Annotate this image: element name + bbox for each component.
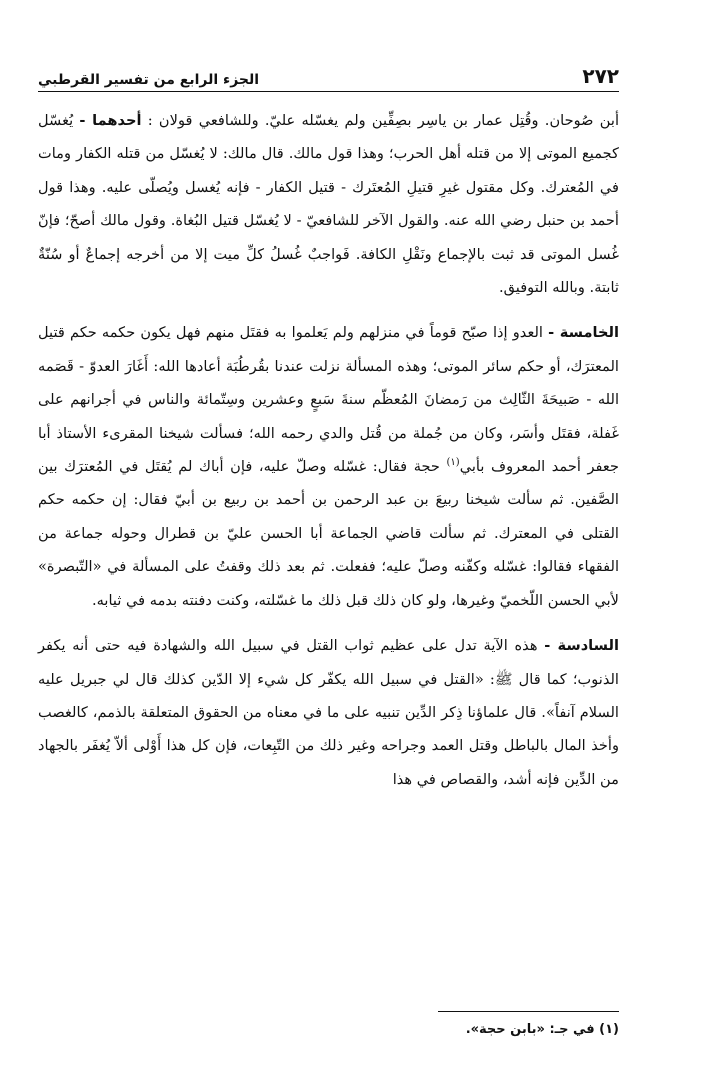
- paragraph-3-text-b: حجة فقال: غسّله وصلّ عليه، فإن أباك لم يُقتَل في المُعترَك بين الصَّفين. ثم سألت شيخنا ربيعَ بن عبد الرحمن بن أحمد بن ربيع بن أبيّ فقال: إن حكمه حكم القتلى في المعترك. ثم سألت قاضي الجماعة أبا الحسن عليّ بن قطرال وحوله جماعة من الفقهاء فقالوا: غسّله وكفّنه وصلّ عليه؛ ففعلت. ثم بعد ذلك وقفتُ على المسألة في «التّبصرة» لأبي الحسن اللّخميّ وغيرها، ولو كان ذلك قبل ذلك ما غسّلته، وكنت دفنته بدمه في ثيابه.: [38, 458, 619, 609]
- body-text: [38, 104, 619, 796]
- running-title: الجزء الرابع من تفسير القرطبي: [38, 72, 260, 88]
- paragraph-4-lead: السادسة -: [544, 637, 619, 655]
- page-header: [38, 58, 619, 88]
- header-rule: [38, 91, 619, 92]
- paragraph-1: [38, 104, 619, 304]
- paragraph-2-text: يُغسّل كجميع الموتى إلا من قتله أهل الحرب؛ وهذا قول مالك. قال مالك: لا يُغسّل من قتله الكفار ومات في المُعترك. وكل مقتول غيرِ قتيلِ المُعتَرك - قتيل الكفار - فإنه يُغسل ويُصلّى عليه. وهذا قول أحمد بن حنبل رضي الله عنه. والقول الآخر للشافعيّ - لا يُغسّل قتيل البُغاة. وقول مالك أصحّ؛ فإنّ غُسل الموتى قد ثبت بالإجماع ونَقْلِ الكافة. فَواجبٌ غُسلُ كلِّ ميت إلا من أخرجه إجماعٌ أو سُنّةٌ ثابتة. وبالله التوفيق.: [38, 112, 619, 297]
- paragraph-4: [38, 629, 619, 796]
- paragraph-2-lead: أحدهما -: [79, 112, 142, 129]
- footnote-marker: (١): [446, 457, 460, 469]
- paragraph-1-text: أبن صُوحان. وقُتِل عمار بن ياسِر بصِفِّين ولم يغسّله عليّ. وللشافعي قولان :: [147, 112, 620, 129]
- footnote-rule: [438, 1011, 619, 1012]
- paragraph-4-text: هذه الآية تدل على عظيم ثواب القتل في سبيل الله والشهادة فيه حتى أنه يكفر الذنوب؛ كما قال ﷺ: «القتل في سبيل الله يكفّر كل شيء إلا الدّين كذلك قال لي جبريل عليه السلام آنفاً». قال علماؤنا ذِكر الدِّين تنبيه على ما في معناه من الحقوق المتعلقة بالذمم، كالغصب وأخذ المال بالباطل وقتل العمد وجراحه وغير ذلك من التّبِعات، فإن كل هذا أَوْلى ألاّ يُغفَر بالجهاد من الدِّين فإنه أشد، والقصاص في هذا: [38, 637, 619, 788]
- page-number: ٢٧٢: [582, 64, 619, 88]
- paragraph-3-lead: الخامسة -: [548, 324, 620, 342]
- paragraph-3-text-a: العدو إذا صبّح قوماً في منزلهم ولم يَعلموا به فقتَل منهم فهل يكون حكمه حكم قتيل المعترَك، أو حكم سائر الموتى؛ وهذه المسألة نزلت عندنا بقُرطُبَة أعادها الله: أَغَارَ العدوّ - قَصَمه الله - صَبيحَةَ الثّالِث من رَمضانَ المُعظّم سنةَ سَبعٍ وعشرين وسِتّمائة والناس في أجرانهم على غَفلة، فقتَل وأسَر، وكان من جُملة من قُتل والدي رحمه الله؛ فسألت شيخنا المقرىء الأستاذ أبا جعفر أحمد المعروف بأبي: [38, 324, 619, 476]
- footnote: (١) في جـ: «بابن حجة».: [465, 1022, 619, 1037]
- paragraph-3: [38, 316, 619, 617]
